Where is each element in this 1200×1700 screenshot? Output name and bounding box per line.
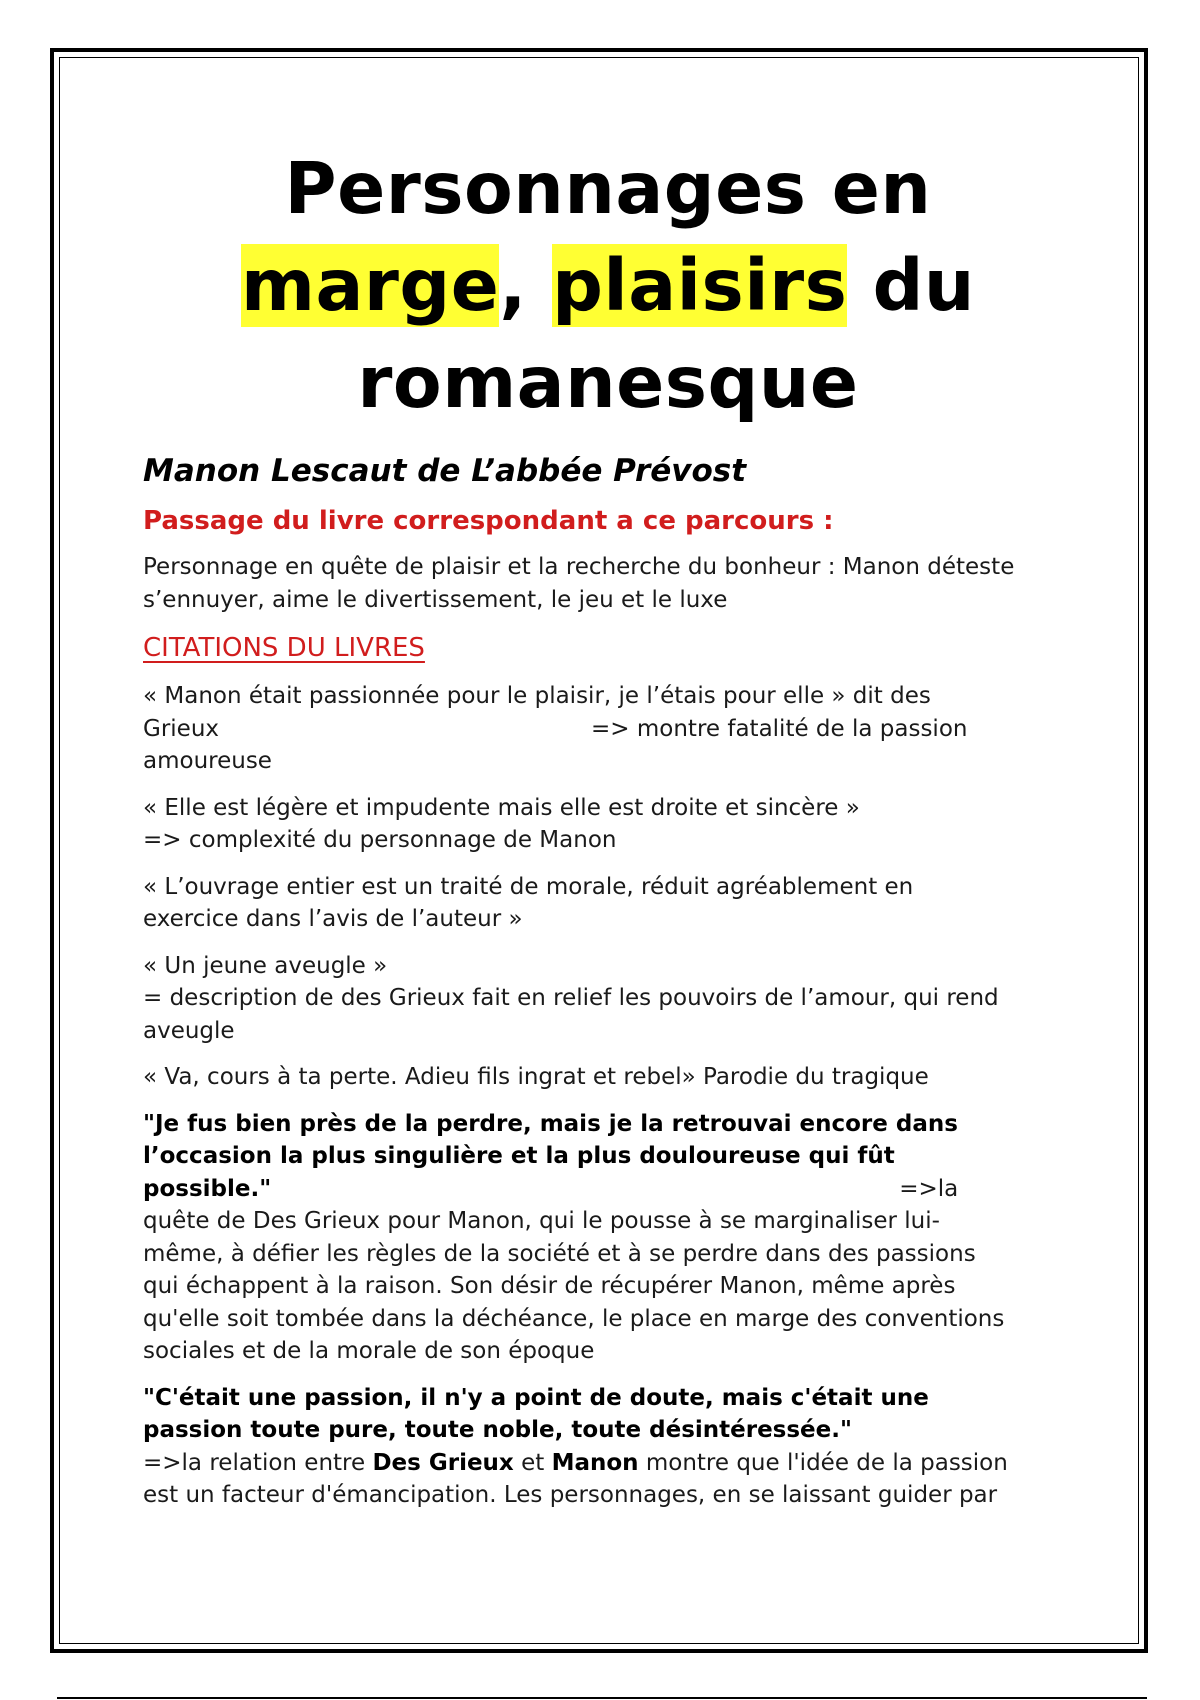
citation-6-quote-line-3: possible." [143,1175,272,1202]
citation-3-line-1: « L’ouvrage entier est un traité de morale, réduit agréablement en [143,873,914,900]
citation-6-comment-line-5: sociales et de la morale de son époque [143,1338,595,1364]
citation-3 [143,871,1073,936]
citation-6-comment-line-4: qu'elle soit tombée dans la déchéance, le place en marge des conventions [143,1305,1005,1332]
citation-1-line-3: amoureuse [143,748,272,774]
citation-7-quote-line-2: passion toute pure, toute noble, toute désintéressée." [143,1417,852,1443]
citation-2-line-1: « Elle est légère et impudente mais elle est droite et sincère » [143,794,860,821]
section-heading: Passage du livre correspondant a ce parcours : [143,506,834,536]
citation-6-comment-line-1: quête de Des Grieux pour Manon, qui le pousse à se marginaliser lui- [143,1208,940,1234]
document-title [143,140,1073,431]
citation-6-quote-line-1: "Je fus bien près de la perdre, mais je la retrouvai encore dans [143,1110,958,1137]
citation-1 [143,680,1073,778]
citation-4 [143,950,1073,1048]
citation-6-arrow: =>la [899,1175,959,1202]
citations-heading: CITATIONS DU LIVRES [143,633,425,663]
citation-1-line-2a: Grieux [143,715,220,742]
citation-6-comment-line-3: qui échappent à la raison. Son désir de récupérer Manon, même après [143,1273,956,1299]
citation-1-line-1: « Manon était passionnée pour le plaisir, je l’étais pour elle » dit des [143,683,931,709]
citation-7-quote-line-1: "C'était une passion, il n'y a point de doute, mais c'était une [143,1384,929,1411]
citation-4-line-2: = description de des Grieux fait en relief les pouvoirs de l’amour, qui rend [143,985,999,1011]
citation-6 [143,1108,1073,1368]
title-word-plaisirs: plaisirs [552,244,848,327]
citation-6-comment-line-2: même, à défier les règles de la société et à se perdre dans des passions [143,1240,976,1267]
citation-4-line-3: aveugle [143,1017,235,1044]
book-subtitle: Manon Lescaut de L’abbée Prévost [143,453,747,489]
citation-2 [143,792,1073,857]
citation-1-line-2b: => montre fatalité de la passion [591,715,968,742]
title-word-marge: marge [241,244,500,327]
citation-7-comment-pre: =>la relation entre [143,1449,373,1476]
citation-7-name-des-grieux: Des Grieux [372,1449,514,1476]
title-word-du: du [872,244,975,327]
title-line-3: romanesque [357,341,859,424]
citation-7-comment-mid: et [513,1449,552,1476]
intro-paragraph: Personnage en quête de plaisir et la recherche du bonheur : Manon déteste s’ennuyer, aime le divertissement, le jeu et le luxe [143,554,1015,613]
document-content [143,140,1073,1526]
citation-7-comment-post: montre que l'idée de la passion [638,1449,1008,1476]
citation-3-line-2: exercice dans l’avis de l’auteur » [143,906,523,932]
citation-4-line-1: « Un jeune aveugle » [143,952,388,979]
citation-7 [143,1382,1073,1512]
citation-7-comment-last: est un facteur d'émancipation. Les personnages, en se laissant guider par [143,1482,998,1508]
citation-2-line-2: => complexité du personnage de Manon [143,827,617,853]
title-line-1: Personnages en [284,147,932,230]
citation-6-quote-line-2: l’occasion la plus singulière et la plus douloureuse qui fût [143,1143,895,1169]
next-page-top-border [57,1697,1147,1699]
citation-5: « Va, cours à ta perte. Adieu fils ingrat et rebel» Parodie du tragique [143,1064,929,1090]
title-comma: , [499,244,527,327]
citation-7-name-manon: Manon [551,1449,639,1476]
